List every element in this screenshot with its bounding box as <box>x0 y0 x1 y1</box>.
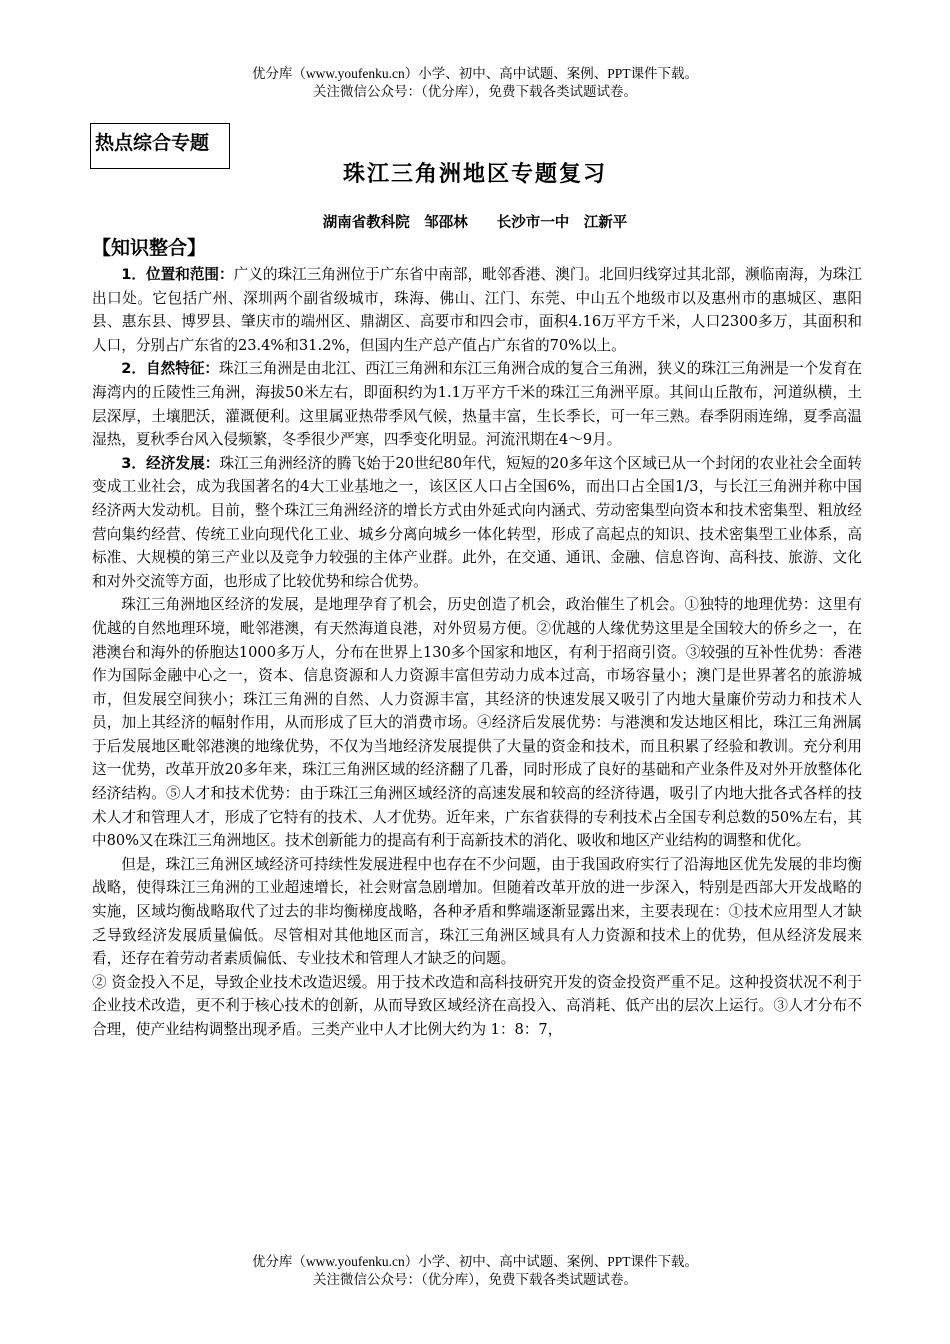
footer-line-1: 优分库（www.youfenku.cn）小学、初中、高中试题、案例、PPT课件下载。 <box>251 1254 699 1269</box>
page-header <box>0 65 950 101</box>
body-text <box>92 263 862 1042</box>
paragraph-text: ② 资金投入不足，导致企业技术改造迟缓。用于技术改造和高科技研究开发的资金投资严重不足。这种投资状况不利于企业技术改造，更不利于核心技术的创新，从而导致区域经济在高投入、高消耗、低产出的层次上运行。③人才分布不合理，使产业结构调整出现矛盾。三类产业中人才比例大约为 1：8：7， <box>92 973 862 1038</box>
section-heading: 【知识整合】 <box>92 237 207 259</box>
topic-tag-box: 热点综合专题 <box>90 123 230 169</box>
paragraph-nature <box>92 357 862 451</box>
paragraph-location <box>92 263 862 357</box>
paragraph-text: 珠江三角洲经济的腾飞始于20世纪80年代，短短的20多年这个区域已从一个封闭的农业社会全面转变成工业社会，成为我国著名的4大工业基地之一，该区区人口占全国6%，而出口占全国1/3，与长江三角洲并称中国经济两大发动机。目前，整个珠江三角洲经济的增长方式由外延式向内涵式、劳动密集型向资本和技术密集型、粗放经营向集约经营、传统工业向现代化工业、城乡分离向城乡一体化转型，形成了高起点的知识、技术密集型工业体系，高标准、大规模的第三产业以及竞争力较强的主体产业群。此外，在交通、通讯、金融、信息咨询、高科技、旅游、文化和对外交流等方面，也形成了比较优势和综合优势。 <box>92 454 863 590</box>
header-line-2: 关注微信公众号：（优分库），免费下载各类试题试卷。 <box>313 84 637 99</box>
document-title: 珠江三角洲地区专题复习 <box>342 162 607 187</box>
paragraph-problems <box>92 853 862 971</box>
footer-line-2: 关注微信公众号：（优分库），免费下载各类试题试卷。 <box>313 1272 637 1287</box>
author-line: 湖南省教科院 邹邵林 长沙市一中 江新平 <box>322 215 628 231</box>
paragraph-text: 广义的珠江三角洲位于广东省中南部，毗邻香港、澳门。北回归线穿过其北部，濒临南海，为珠江出口处。它包括广州、深圳两个副省级城市，珠海、佛山、江门、东莞、中山五个地级市以及惠州市的惠城区、惠阳县、惠东县、博罗县、肇庆市的端州区、鼎湖区、高要市和四会市，面积4.16万平方千米，人口2300多万，其面积和人口，分别占广东省的23.4%和31.2%，但国内生产总产值占广东省的70%以上。 <box>92 266 862 354</box>
header-line-1: 优分库（www.youfenku.cn）小学、初中、高中试题、案例、PPT课件下载。 <box>251 66 699 81</box>
paragraph-problems-continued <box>92 971 862 1042</box>
paragraph-economy <box>92 452 862 594</box>
paragraph-lead: 1．位置和范围： <box>121 266 234 283</box>
paragraph-advantages <box>92 593 862 853</box>
paragraph-text: 珠江三角洲地区经济的发展，是地理孕育了机会，历史创造了机会，政治催生了机会。①独特的地理优势：这里有优越的自然地理环境，毗邻港澳，有天然海道良港，对外贸易方便。②优越的人缘优势这里是全国较大的侨乡之一，在港澳台和海外的侨胞达1000多万人，分布在世界上130多个国家和地区，有利于招商引资。③较强的互补性优势：香港作为国际金融中心之一，资本、信息资源和人力资源丰富但劳动力成本过高，市场容量小；澳门是世界著名的旅游城市，但发展空间狭小；珠江三角洲的自然、人力资源丰富，其经济的快速发展又吸引了内地大量廉价劳动力和技术人员，加上其经济的幅射作用，从而形成了巨大的消费市场。④经济后发展优势：与港澳和发达地区相比，珠江三角洲属于后发展地区毗邻港澳的地缘优势，不仅为当地经济发展提供了大量的资金和技术，而且积累了经验和教训。充分利用这一优势，改革开放20多年来，珠江三角洲区域的经济翻了几番，同时形成了良好的基础和产业条件及对外开放整体化经济结构。⑤人才和技术优势：由于珠江三角洲区域经济的高速发展和较高的经济待遇，吸引了内地大批各式各样的技术人才和管理人才，形成了它特有的技术、人才优势。近年来，广东省获得的专利技术占全国专利总数的50%左右，其中80%又在珠江三角洲地区。技术创新能力的提高有利于高新技术的消化、吸收和地区产业结构的调整和优化。 <box>92 596 862 850</box>
paragraph-lead: 2．自然特征： <box>121 360 220 378</box>
paragraph-text: 但是，珠江三角洲区域经济可持续性发展进程中也存在不少问题，由于我国政府实行了沿海地区优先发展的非均衡战略，使得珠江三角洲的工业超速增长，社会财富急剧增加。但随着改革开放的进一步深入，特别是西部大开发战略的实施，区域均衡战略取代了过去的非均衡梯度战略，各种矛盾和弊端逐渐显露出来，主要表现在：①技术应用型人才缺乏导致经济发展质量偏低。尽管相对其他地区而言，珠江三角洲区域具有人力资源和技术上的优势，但从经济发展来看，还存在着劳动者素质偏低、专业技术和管理人才缺乏的问题。 <box>92 855 862 968</box>
paragraph-lead: 3．经济发展： <box>121 454 220 472</box>
page-footer <box>0 1253 950 1289</box>
paragraph-text: 珠江三角洲是由北江、西江三角洲和东江三角洲合成的复合三角洲，狭义的珠江三角洲是一个发育在海湾内的丘陵性三角洲，海拔50米左右，即面积约为1.1万平方千米的珠江三角洲平原。其间山丘散布，河道纵横，土层深厚，土壤肥沃，灌溉便利。这里属亚热带季风气候，热量丰富，生长季长，可一年三熟。春季阴雨连绵，夏季高温湿热，夏秋季台风入侵频繁，冬季很少严寒，四季变化明显。河流汛期在4～9月。 <box>92 360 862 449</box>
